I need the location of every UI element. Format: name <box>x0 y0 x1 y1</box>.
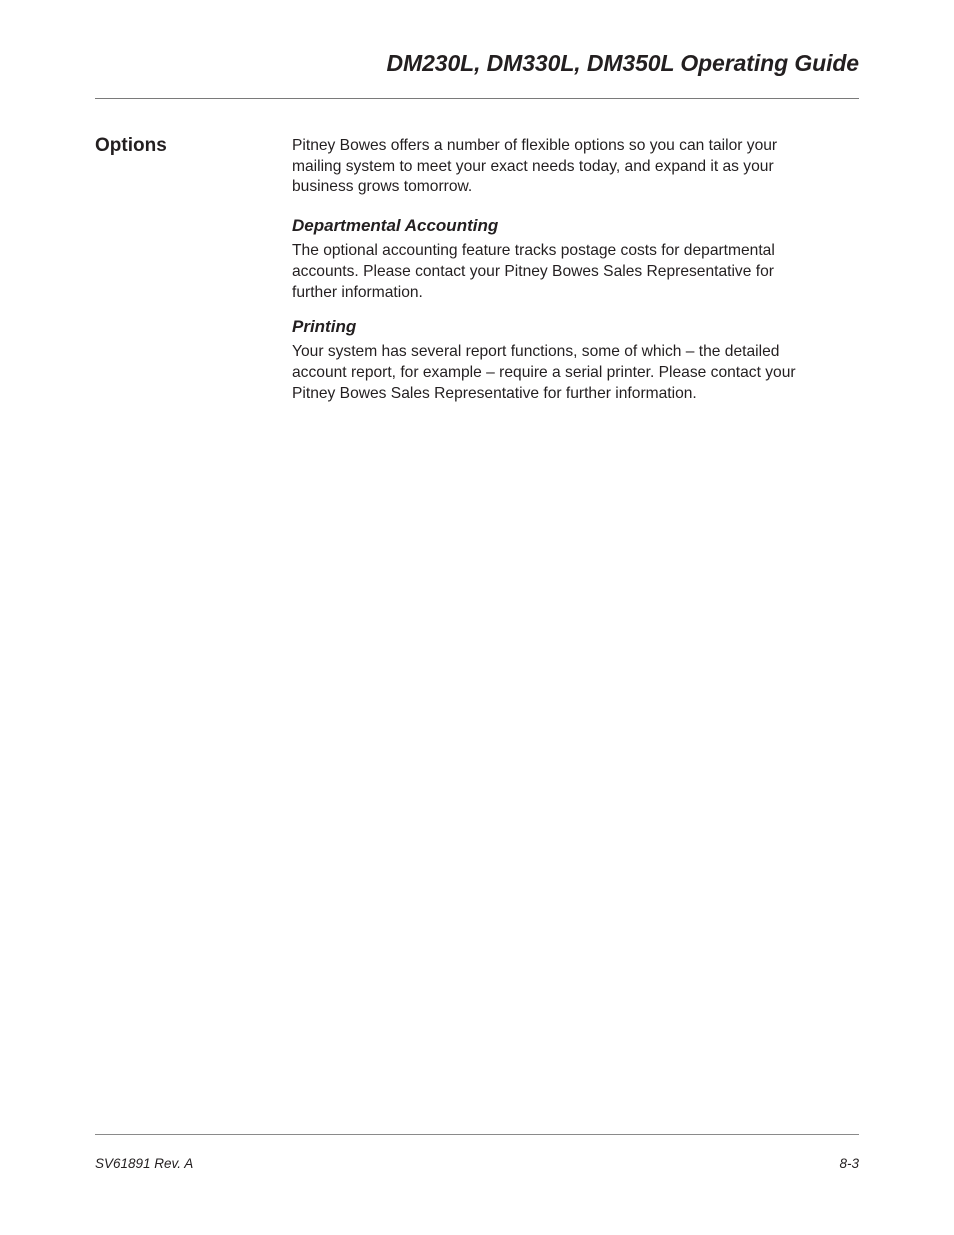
subsection-title-departmental-accounting: Departmental Accounting <box>292 216 499 236</box>
page-header <box>95 48 859 88</box>
intro-line: Pitney Bowes offers a number of flexible options so you can tailor your <box>292 137 778 154</box>
document-title: DM230L, DM330L, DM350L Operating Guide <box>386 50 859 76</box>
subsection-title-printing: Printing <box>292 317 357 337</box>
footer-doc-number: SV61891 Rev. A <box>95 1156 194 1171</box>
intro-paragraph <box>292 136 852 198</box>
departmental-accounting-paragraph <box>292 241 852 303</box>
paragraph-line: accounts. Please contact your Pitney Bowes Sales Representative for <box>292 262 774 280</box>
paragraph-line: The optional accounting feature tracks postage costs for departmental <box>292 242 775 260</box>
paragraph-line: further information. <box>292 283 423 301</box>
printing-paragraph <box>292 342 852 404</box>
paragraph-line: Your system has several report functions, some of which – the detailed <box>292 343 780 361</box>
intro-line: mailing system to meet your exact needs today, and expand it as your <box>292 157 774 175</box>
paragraph-line: Pitney Bowes Sales Representative for further information. <box>292 384 697 402</box>
section-heading-options: Options <box>95 135 167 156</box>
section-body <box>292 136 852 404</box>
header-rule <box>95 98 859 99</box>
footer-page-number: 8-3 <box>839 1156 859 1171</box>
paragraph-line: account report, for example – require a serial printer. Please contact your <box>292 363 796 381</box>
intro-line: business grows tomorrow. <box>292 178 473 196</box>
footer-rule <box>95 1134 859 1135</box>
